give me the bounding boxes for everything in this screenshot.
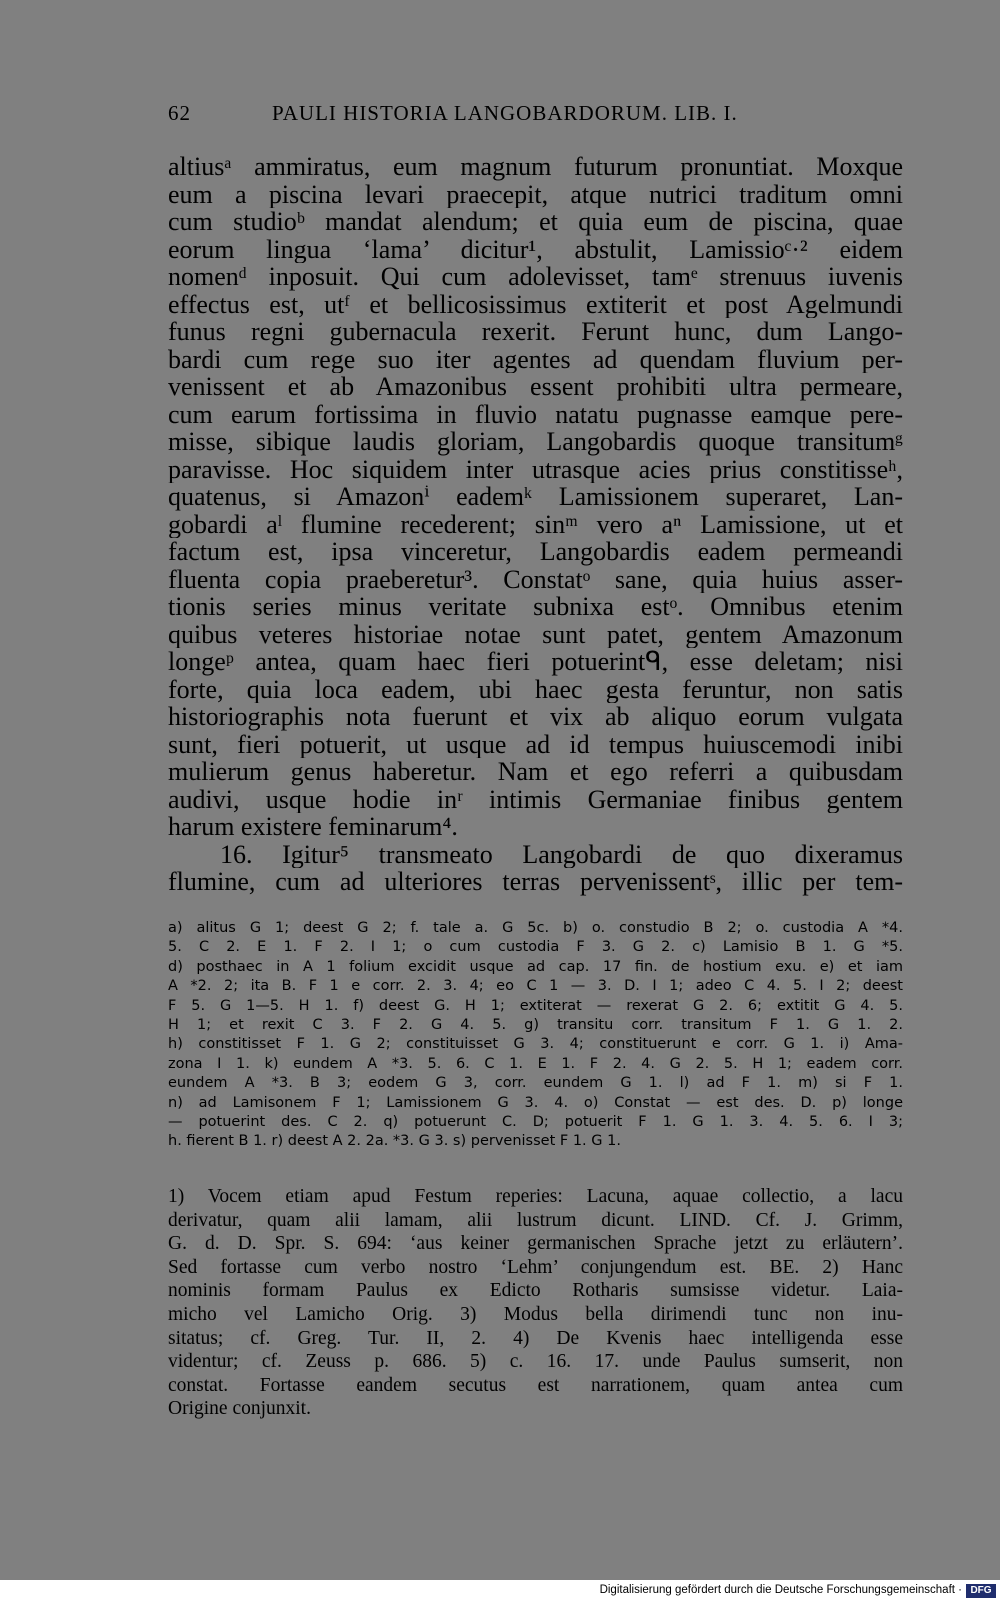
footnote-line: derivatur, quam alii lamam, alii lustrum dicunt. LIND. Cf. J. Grimm, (168, 1209, 903, 1231)
text-line: audivi, usque hodie inʳ intimis Germaniae finibus gentem (168, 785, 903, 813)
text-line: flumine, cum ad ulteriores terras pervenissentˢ, illic per tem- (168, 868, 903, 896)
footnote-line: 1) Vocem etiam apud Festum reperies: Lacuna, aquae collectio, a lacu (168, 1186, 903, 1207)
footnote-line: videntur; cf. Zeuss p. 686. 5) c. 16. 17. unde Paulus sumserit, non (168, 1351, 903, 1373)
footnote-line: Sed fortasse cum verbo nostro ‘Lehm’ conjungendum est. BE. 2) Hanc (168, 1256, 903, 1278)
variant-line: — potuerint des. C 2. q) potuerunt C. D; potuerit F 1. G 1. 3. 4. 5. 6. I 3; (168, 1113, 903, 1130)
footnote-line: Origine conjunxit. (168, 1398, 311, 1420)
footnote-line: sitatus; cf. Greg. Tur. II, 2. 4) De Kvenis haec intelligenda esse (168, 1327, 903, 1349)
page-number: 62 (168, 101, 191, 125)
running-head (168, 101, 808, 127)
text-line: sunt, fieri potuerit, ut usque ad id tempus huiuscemodi inibi (168, 730, 903, 758)
variant-line: 5. C 2. E 1. F 2. I 1; o cum custodia F 3. G 2. c) Lamisio B 1. G *5. (168, 939, 903, 956)
text-line: nomenᵈ inposuit. Qui cum adolevisset, tamᵉ strenuus iuvenis (168, 263, 903, 291)
text-line: tionis series minus veritate subnixa estᵒ. Omnibus etenim (168, 593, 903, 621)
footnote-line: constat. Fortasse eandem secutus est narrationem, quam antea cum (168, 1374, 903, 1396)
variant-line: zona I 1. k) eundem A *3. 5. 6. C 1. E 1. F 2. 4. G 2. 5. H 1; eadem corr. (168, 1055, 903, 1072)
footnote-line: nominis formam Paulus ex Edicto Rotharis sumsisse videtur. Laia- (168, 1280, 903, 1302)
text-line: paravisse. Hoc siquidem inter utrasque acies prius constitisseʰ, (168, 455, 903, 483)
dfg-logo: DFG (966, 1584, 996, 1598)
running-title: PAULI HISTORIA LANGOBARDORUM. LIB. I. (272, 101, 738, 125)
text-line: venissent et ab Amazonibus essent prohibiti ultra permeare, (168, 373, 903, 401)
text-line: cum earum fortissima in fluvio natatu pugnasse eamque pere- (168, 400, 903, 428)
variant-line: n) ad Lamisonem F 1; Lamissionem G 3. 4. o) Constat — est des. D. p) longe (168, 1094, 903, 1111)
text-line: factum est, ipsa vinceretur, Langobardis eadem permeandi (168, 538, 903, 566)
variant-line: A *2. 2; ita B. F 1 e corr. 2. 3. 4; eo C 1 — 3. D. I 1; adeo C 4. 5. I 2; deest (168, 978, 903, 995)
text-line: mulierum genus haberetur. Nam et ego referri a quibusdam (168, 758, 903, 786)
footnote-line: G. d. D. Spr. S. 694: ‘aus keiner germanischen Sprache jetzt zu erläutern’. (168, 1233, 903, 1255)
text-line: historiographis nota fuerunt et vix ab aliquo eorum vulgata (168, 703, 903, 731)
text-line: forte, quia loca eadem, ubi haec gesta feruntur, non satis (168, 675, 903, 703)
footnote-line: micho vel Lamicho Orig. 3) Modus bella dirimendi tunc non inu- (168, 1303, 903, 1325)
text-line: quibus veteres historiae notae sunt patet, gentem Amazonum (168, 620, 903, 648)
text-line: quatenus, si Amazonⁱ eademᵏ Lamissionem superaret, Lan- (168, 483, 903, 511)
main-text (168, 153, 903, 896)
text-line: longeᵖ antea, quam haec fieri potuerintᑫ, esse deletam; nisi (168, 648, 903, 676)
text-line: funus regni gubernacula rexerit. Ferunt hunc, dum Lango- (168, 318, 903, 346)
footnotes (168, 1185, 903, 1421)
text-line: cum studioᵇ mandat alendum; et quia eum de piscina, quae (168, 208, 903, 236)
text-line: fluenta copia praeberetur³. Constatᵒ sane, quia huius asser- (168, 565, 903, 593)
variant-line: eundem A *3. B 3; eodem G 3, corr. eundem G 1. l) ad F 1. m) si F 1. (168, 1075, 903, 1092)
text-line: gobardi aˡ flumine recederent; sinᵐ vero aⁿ Lamissione, ut et (168, 510, 903, 538)
critical-apparatus (168, 919, 903, 1152)
text-line: eum a piscina levari praecepit, atque nutrici traditum omni (168, 180, 903, 208)
text-line: misse, sibique laudis gloriam, Langobardis quoque transitumᵍ (168, 428, 903, 456)
funding-credit: Digitalisierung gefördert durch die Deutsche Forschungsgemeinschaft · (599, 1584, 962, 1596)
footer-bar (0, 1580, 1000, 1603)
text-line: eorum lingua ‘lama’ dicitur¹, abstulit, Lamissioᶜ·² eidem (168, 235, 903, 263)
chapter-16-start: 16. Igitur⁵ transmeato Langobardi de quo dixeramus (220, 840, 903, 868)
variant-line: F 5. G 1—5. H 1. f) deest G. H 1; extiterat — rexerat G 2. 6; extitit G 4. 5. (168, 997, 903, 1014)
variant-line: d) posthaec in A 1 folium excidit usque ad cap. 17 fin. de hostium exu. e) et iam (168, 958, 903, 975)
variant-line: h) constitisset F 1. G 2; constituisset G 3. 4; constituerunt e corr. G 1. i) Ama- (168, 1036, 903, 1053)
text-line: altiusᵃ ammiratus, eum magnum futurum pronuntiat. Moxque (168, 153, 903, 181)
text-line: effectus est, utᶠ et bellicosissimus extiterit et post Agelmundi (168, 290, 903, 318)
variant-line: a) alitus G 1; deest G 2; f. tale a. G 5c. b) o. constudio B 2; o. custodia A *4. (168, 920, 903, 936)
text-line: harum existere feminarum⁴. (168, 812, 458, 841)
variant-line: H 1; et rexit C 3. F 2. G 4. 5. g) transitu corr. transitum F 1. G 1. 2. (168, 1016, 903, 1033)
variant-line: h. fierent B 1. r) deest A 2. 2a. *3. G 3. s) pervenisset F 1. G 1. (168, 1133, 621, 1150)
text-line: bardi cum rege suo iter agentes ad quendam fluvium per- (168, 345, 903, 373)
